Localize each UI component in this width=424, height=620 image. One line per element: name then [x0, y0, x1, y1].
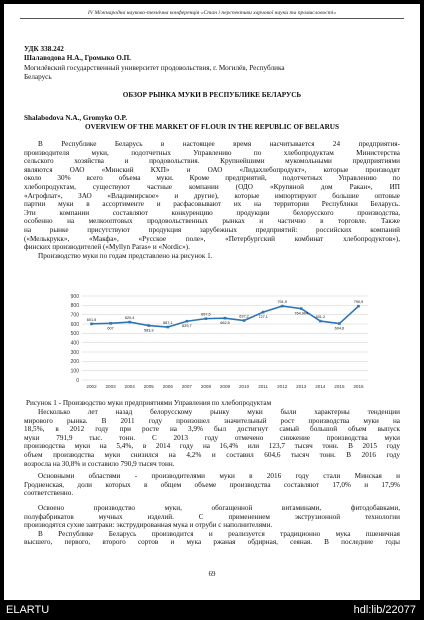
handle-link[interactable]: hdl:lib/22077 [353, 604, 416, 616]
x-axis-ticks [86, 384, 364, 389]
data-point [338, 322, 341, 325]
data-label: 637,2 [239, 314, 249, 319]
data-label: 631,2 [315, 315, 326, 320]
data-point [243, 319, 246, 322]
text-line: хлебопродуктам, существуют частные компании (ОДО «Крупяной дом Ракан», ИП [24, 183, 400, 191]
text-line: В Республике Беларусь производится и реализуется традиционно мука пшеничная [38, 529, 400, 538]
data-label: 657,5 [201, 312, 211, 317]
paper-page [4, 4, 420, 600]
data-point [186, 320, 189, 323]
x-tick-label: 2003 [105, 384, 116, 389]
page-number: 69 [208, 570, 216, 578]
x-tick-label: 2013 [296, 384, 307, 389]
x-tick-label: 2004 [124, 384, 135, 389]
data-point [109, 322, 112, 325]
y-tick-label: 400 [70, 340, 79, 347]
text-line: соответственно. [24, 489, 74, 498]
text-line: партии муки в ассортименте и расфасовывают их на территории Республики Беларусь. [24, 200, 400, 209]
y-tick-label: 100 [70, 368, 79, 375]
y-tick-label: 300 [70, 349, 79, 356]
text-line: сельского хозяйства и продовольствия. Крупнейшими мукомольными предприятиями [24, 157, 400, 166]
text-line: Несколько лет назад белорусскому рынку муки были характерны тенденции [38, 408, 400, 416]
data-point [90, 323, 93, 326]
data-label: 764,904 [294, 311, 309, 316]
text-line: объем производства муки снизился на 4,2% и составил 604,6 тысяч тонн. В 2016 году [24, 451, 400, 459]
data-point [300, 307, 303, 310]
text-line: Гродненская, доли которых в общем объеме производства составляют 17,0% и 17,9% [24, 480, 400, 489]
data-label: 629,7 [182, 324, 192, 329]
x-tick-label: 2010 [238, 384, 250, 389]
title-ru: ОБЗОР РЫНКА МУКИ В РЕСПУБЛИКЕ БЕЛАРУСЬ [122, 91, 302, 99]
text-line: («Мелькрукк», «Макфа», «Русское поле», «Петербургский комбинат хлебопродуктов»), [24, 234, 400, 243]
x-tick-label: 2011 [258, 384, 269, 389]
text-line: финских производителей («Myllyn Paras» и «Nordic»). [24, 243, 190, 252]
x-tick-label: 2006 [162, 384, 173, 389]
text-line: «Агрофлат», ЗАО «Владимирское» и другие), которые импортируют большие оптовые [24, 191, 400, 200]
x-tick-label: 2005 [143, 384, 154, 389]
y-tick-label: 200 [70, 359, 79, 366]
y-axis-ticks [71, 294, 80, 384]
data-point [224, 317, 227, 320]
x-tick-label: 2009 [219, 384, 231, 389]
data-label: 620,4 [124, 316, 135, 321]
x-tick-label: 2012 [277, 384, 288, 389]
repository-name[interactable]: ELARTU [6, 604, 50, 616]
text-line: производства муки на 5,4%, в 2014 году на 16,4% или 123,7 тысяч тонн. В 2015 году [24, 442, 400, 451]
data-point [281, 305, 284, 308]
text-line: являются ОАО «Минский КХП» и ОАО «Лидахлебопродукт», которые производят [24, 165, 400, 174]
text-line: мирового рынка. В 2011 году произошел значительный рост производства муки на [24, 416, 400, 425]
text-line: Основными областями - производителями муки в 2016 году стали Минская и [38, 472, 400, 480]
text-line: муки 791,9 тыс. тонн. С 2013 году отмечено снижение производства муки [24, 433, 400, 442]
text-line: производятся сухие завтраки: экструдированная мука и отруби с наполнителями. [24, 521, 273, 530]
text-line: на рынке присутствуют продукция зарубежных предприятий: российских компаний [24, 226, 400, 234]
text-line: производителя муки, подотчетных Управлению по хлебопродуктам Министерства [24, 148, 400, 157]
data-label: 662,5 [220, 321, 230, 326]
data-label: 607 [107, 326, 114, 331]
chart-grid [82, 296, 368, 380]
x-tick-label: 2008 [200, 384, 212, 389]
text-line: Эти компании составляют конкуренцию продукции белорусского производства, [24, 208, 400, 217]
data-labels [87, 300, 363, 332]
data-point [167, 326, 170, 329]
repository-footer [0, 600, 424, 620]
data-label: 601,5 [86, 317, 97, 322]
data-point [147, 324, 150, 327]
authors-ru: Шалаводова Н.А., Громыко О.П. [24, 54, 131, 62]
data-label: 727,1 [258, 315, 268, 320]
title-en: OVERVIEW OF THE MARKET OF FLOUR IN THE REPUBLIC OF BELARUS [84, 123, 339, 131]
text-line: возросла на 30,8% и составило 790,9 тысяч тонн. [24, 459, 175, 468]
y-tick-label: 700 [70, 312, 79, 319]
flour-production-chart [56, 288, 376, 396]
y-tick-label: 600 [70, 321, 79, 328]
x-tick-label: 2016 [353, 384, 364, 389]
data-point [262, 311, 265, 314]
y-tick-label: 800 [70, 303, 79, 310]
text-line: особенно на мелкооптовых продовольственных рынках и частично в торговле. Также [24, 217, 400, 226]
data-point [319, 320, 322, 323]
authors-en: Shalabodova N.A., Gromyko O.P. [24, 114, 128, 122]
x-tick-label: 2014 [315, 384, 326, 389]
text-line: около 30% всего объема муки. Кроме предприятий, подотчетных Управлению по [24, 174, 400, 183]
y-tick-label: 900 [70, 293, 79, 300]
text-line: полуфабрикатов мучных изделий. С применением экструзионной технологии [24, 512, 400, 521]
x-tick-label: 2015 [334, 384, 345, 389]
affiliation-line: Беларусь [24, 73, 52, 81]
x-tick-label: 2002 [86, 384, 97, 389]
x-tick-label: 2007 [181, 384, 192, 389]
y-tick-label: 0 [76, 377, 79, 384]
header-rule [20, 18, 404, 19]
data-point [128, 321, 131, 324]
data-label: 790,9 [353, 300, 364, 305]
data-label: 567,1 [163, 321, 173, 326]
text-line: Освоено производство муки, обогащенной витаминами, фитодобавками, [38, 504, 400, 512]
text-line: В Республике Беларусь в настоящее время насчитывается 24 предприятия- [38, 140, 400, 148]
udk-code: УДК 338.242 [24, 45, 64, 53]
text-line: высшего, первого, второго сортов и мука ржаная обдирная, сеяная. В последние годы [24, 538, 400, 547]
y-tick-label: 500 [70, 331, 79, 338]
text-line: Производство муки по годам представлено на рисунок 1. [38, 251, 213, 260]
data-label: 791,9 [277, 300, 287, 305]
affiliation-line: Могилёвский государственный университет продовольствия, г. Могилёв, Республика [24, 64, 285, 72]
data-label: 583,3 [143, 328, 154, 333]
text-line: 18,5%, в 2012 году при росте на 3,9% был достигнут самый большой объем выпуск [24, 425, 400, 434]
data-label: 604,6 [334, 326, 345, 331]
data-point [357, 305, 360, 308]
figure-caption: Рисунок 1 - Производство муки предприятиями Управления по хлебопродуктам [26, 399, 272, 407]
data-point [205, 317, 208, 320]
conference-header: IV Міжнародна науково-технічна конференція «Стан і перспективи харчової науки та промисловості» [87, 10, 337, 16]
